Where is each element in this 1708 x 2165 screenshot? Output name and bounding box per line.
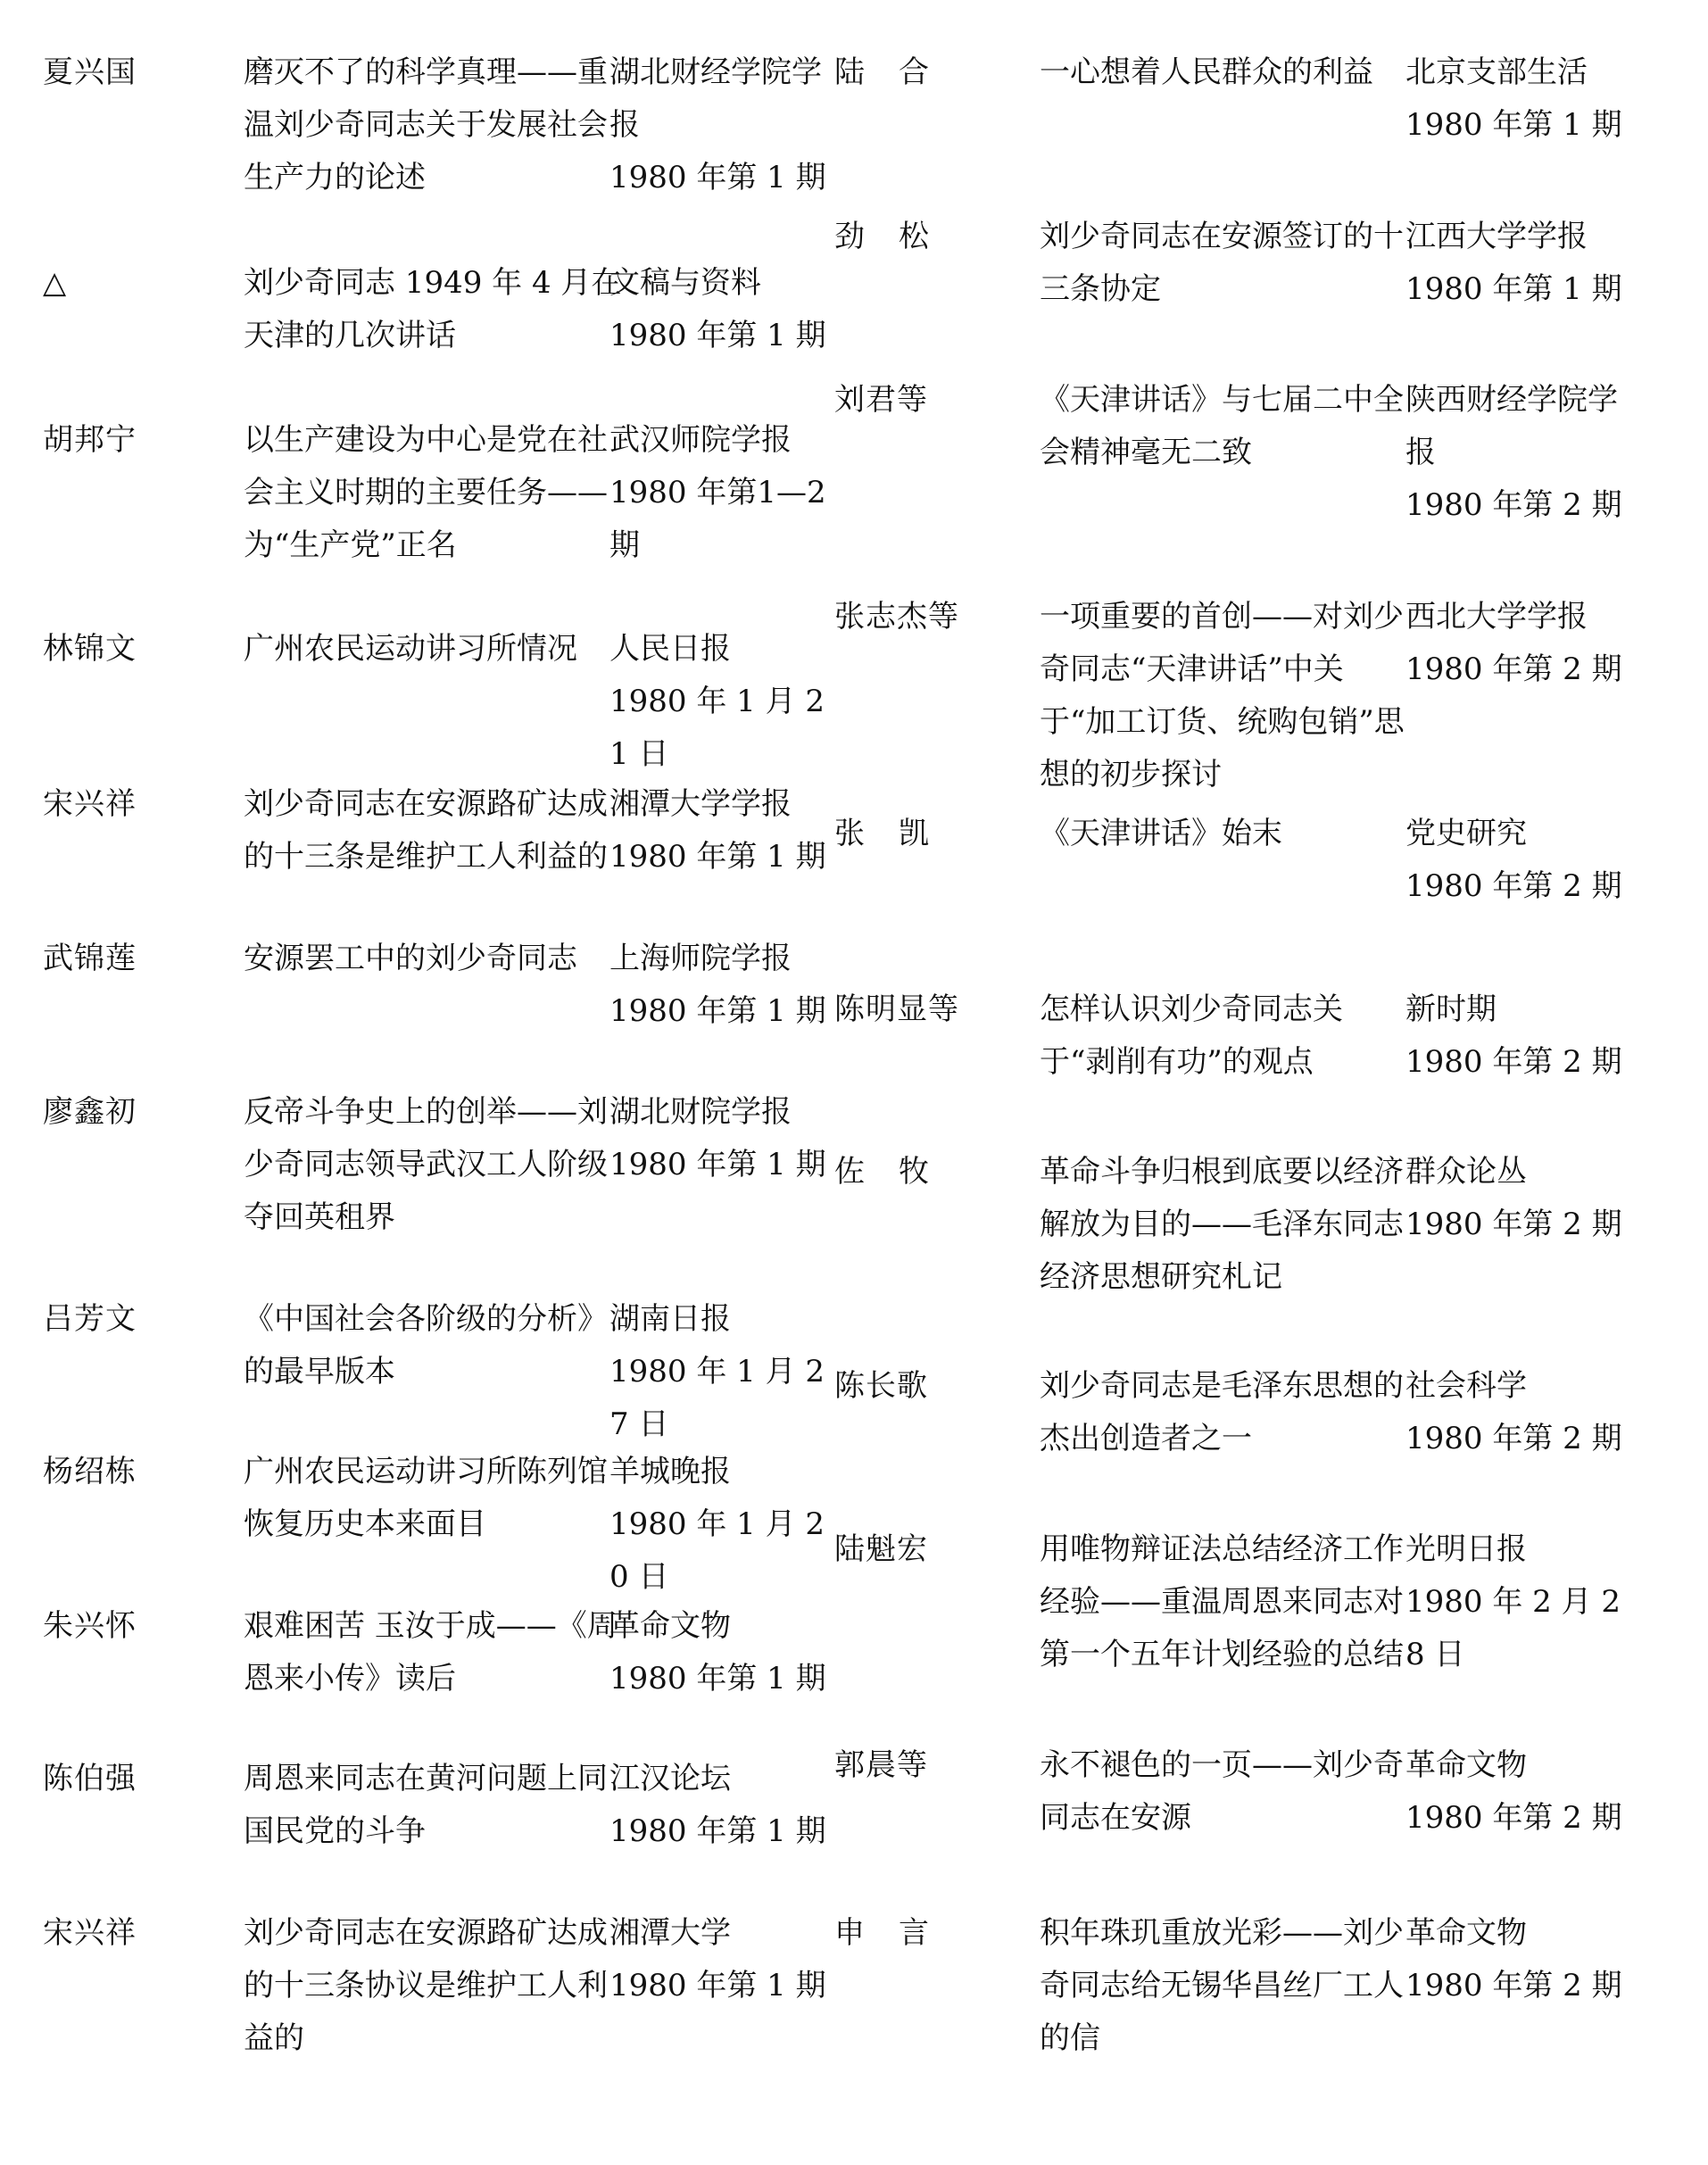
source-journal: 羊城晚报 <box>609 1454 731 1489</box>
source-journal: 湖北财院学报 <box>609 1094 792 1130</box>
entry-title: 《天津讲话》始末 <box>1040 816 1282 851</box>
source-issue: 1980 年 1 月 21 日 <box>609 684 825 772</box>
entry-source <box>1405 1907 1629 2012</box>
entry-title: 用唯物辩证法总结经济工作经验——重温周恩来同志对第一个五年计划经验的总结 <box>1040 1531 1404 1672</box>
source-issue: 1980 年第 1 期 <box>609 318 826 353</box>
entry-source <box>609 46 828 204</box>
source-journal: 湖南日报 <box>609 1301 731 1337</box>
entry-author: 吕芳文 <box>43 1301 137 1337</box>
entry-author: 张凯 <box>834 816 963 851</box>
source-journal: 湖北财经学院学报 <box>609 54 822 143</box>
entry-author: 刘君等 <box>834 382 928 418</box>
entry-title: 刘少奇同志 1949 年 4 月在天津的几次讲话 <box>244 265 622 353</box>
source-journal: 革命文物 <box>609 1608 731 1644</box>
entry-author: 杨绍栋 <box>43 1454 137 1489</box>
source-journal: 江汉论坛 <box>609 1761 731 1796</box>
source-journal: 武汉师院学报 <box>609 422 792 458</box>
source-issue: 1980 年第 1 期 <box>609 1661 826 1696</box>
entry-author: 宋兴祥 <box>43 786 137 822</box>
entry-author: 郭晨等 <box>834 1747 928 1783</box>
entry-title: 安源罢工中的刘少奇同志 <box>244 941 577 976</box>
entry-title: 广州农民运动讲习所陈列馆恢复历史本来面目 <box>244 1454 608 1542</box>
entry-source <box>609 1600 828 1705</box>
entry-author: 陈伯强 <box>43 1761 137 1796</box>
entry-source <box>1405 1146 1629 1251</box>
entry-source <box>609 933 828 1038</box>
entry-source <box>609 1907 828 2012</box>
source-issue: 1980 年第 2 期 <box>1405 651 1622 687</box>
entry-title: 积年珠玑重放光彩——刘少奇同志给无锡华昌丝厂工人的信 <box>1040 1915 1404 2056</box>
entry-title: 艰难困苦 玉汝于成——《周恩来小传》读后 <box>244 1608 618 1696</box>
entry-source <box>1405 983 1629 1089</box>
entry-source <box>1405 1739 1629 1845</box>
source-issue: 1980 年第 2 期 <box>1405 868 1622 904</box>
entry-author: 劲松 <box>834 219 963 254</box>
entry-title: 反帝斗争史上的创举——刘少奇同志领导武汉工人阶级夺回英租界 <box>244 1094 608 1235</box>
source-journal: 社会科学 <box>1405 1368 1527 1404</box>
source-issue: 1980 年第 1 期 <box>1405 271 1622 307</box>
entry-title: 《中国社会各阶级的分析》的最早版本 <box>244 1301 608 1389</box>
entry-author: 张志杰等 <box>834 599 959 635</box>
entry-author: △ <box>43 265 68 301</box>
entry-title: 磨灭不了的科学真理——重温刘少奇同志关于发展社会生产力的论述 <box>244 54 608 195</box>
entry-source <box>609 1753 828 1858</box>
source-journal: 革命文物 <box>1405 1747 1527 1783</box>
entry-author: 林锦文 <box>43 631 137 667</box>
entry-title: 刘少奇同志在安源签订的十三条协定 <box>1040 219 1404 307</box>
source-issue: 1980 年第 2 期 <box>1405 1800 1622 1836</box>
entry-source <box>609 1293 828 1451</box>
source-issue: 1980 年第 1 期 <box>609 160 826 195</box>
entry-source <box>1405 374 1629 532</box>
entry-title: 怎样认识刘少奇同志关于“剥削有功”的观点 <box>1040 991 1343 1080</box>
entry-title: 一心想着人民群众的利益 <box>1040 54 1373 90</box>
entry-title: 革命斗争归根到底要以经济解放为目的——毛泽东同志经济思想研究札记 <box>1040 1154 1404 1295</box>
source-issue: 1980 年第 1 期 <box>609 993 826 1029</box>
source-journal: 北京支部生活 <box>1405 54 1588 90</box>
source-issue: 1980 年第 1 期 <box>609 1813 826 1849</box>
source-journal: 西北大学学报 <box>1405 599 1588 635</box>
source-journal: 党史研究 <box>1405 816 1527 851</box>
entry-source <box>609 414 828 572</box>
entry-source <box>609 257 828 362</box>
source-issue: 1980 年 1 月 20 日 <box>609 1506 825 1595</box>
entry-title: 刘少奇同志是毛泽东思想的杰出创造者之一 <box>1040 1368 1404 1456</box>
entry-source <box>609 778 828 883</box>
entry-title: 《天津讲话》与七届二中全会精神毫无二致 <box>1040 382 1404 470</box>
entry-author: 佐牧 <box>834 1154 963 1190</box>
source-journal: 上海师院学报 <box>609 941 792 976</box>
source-issue: 1980 年第 1 期 <box>609 1968 826 2003</box>
entry-title: 永不褪色的一页——刘少奇同志在安源 <box>1040 1747 1404 1836</box>
source-journal: 新时期 <box>1405 991 1497 1027</box>
entry-author: 朱兴怀 <box>43 1608 137 1644</box>
entry-source <box>609 623 828 781</box>
source-issue: 1980 年第 2 期 <box>1405 1044 1622 1080</box>
entry-author: 宋兴祥 <box>43 1915 137 1951</box>
source-journal: 群众论丛 <box>1405 1154 1527 1190</box>
source-journal: 陕西财经学院学报 <box>1405 382 1618 470</box>
source-issue: 1980 年第 1 期 <box>609 839 826 875</box>
source-journal: 江西大学学报 <box>1405 219 1588 254</box>
entry-title: 刘少奇同志在安源路矿达成的十三条协议是维护工人利益的 <box>244 1915 608 2056</box>
source-journal: 革命文物 <box>1405 1915 1527 1951</box>
entry-source <box>609 1086 828 1191</box>
entry-title: 周恩来同志在黄河问题上同国民党的斗争 <box>244 1761 608 1849</box>
source-issue: 1980 年第 2 期 <box>1405 1968 1622 2003</box>
entry-source <box>1405 46 1629 152</box>
source-journal: 湘潭大学 <box>609 1915 731 1951</box>
source-issue: 1980 年第 2 期 <box>1405 1421 1622 1456</box>
entry-author: 廖鑫初 <box>43 1094 137 1130</box>
entry-title: 一项重要的首创——对刘少奇同志“天津讲话”中关于“加工订货、统购包销”思想的初步探讨 <box>1040 599 1405 792</box>
source-issue: 1980 年第 2 期 <box>1405 487 1622 523</box>
entry-author: 陈明显等 <box>834 991 959 1027</box>
source-issue: 1980 年 2 月 28 日 <box>1405 1584 1621 1672</box>
entry-title: 以生产建设为中心是党在社会主义时期的主要任务——为“生产党”正名 <box>244 422 608 563</box>
entry-source <box>609 1446 828 1604</box>
entry-author: 夏兴国 <box>43 54 137 90</box>
entry-source <box>1405 808 1629 913</box>
source-journal: 文稿与资料 <box>609 265 761 301</box>
entry-author: 陆魁宏 <box>834 1531 928 1567</box>
source-issue: 1980 年 1 月 27 日 <box>609 1354 825 1442</box>
entry-author: 武锦莲 <box>43 941 137 976</box>
source-issue: 1980 年第1—2 期 <box>609 475 826 563</box>
source-journal: 光明日报 <box>1405 1531 1527 1567</box>
source-issue: 1980 年第 1 期 <box>609 1147 826 1182</box>
source-journal: 湘潭大学学报 <box>609 786 792 822</box>
source-issue: 1980 年第 2 期 <box>1405 1207 1622 1242</box>
source-journal: 人民日报 <box>609 631 731 667</box>
entry-title: 刘少奇同志在安源路矿达成的十三条是维护工人利益的 <box>244 786 608 875</box>
entry-title: 广州农民运动讲习所情况 <box>244 631 577 667</box>
source-issue: 1980 年第 1 期 <box>1405 107 1622 143</box>
entry-source <box>1405 591 1629 696</box>
entry-author: 陈长歌 <box>834 1368 928 1404</box>
entry-author: 陆合 <box>834 54 963 90</box>
entry-author: 申言 <box>834 1915 963 1951</box>
entry-source <box>1405 1360 1629 1465</box>
entry-author: 胡邦宁 <box>43 422 137 458</box>
entry-source <box>1405 211 1629 316</box>
entry-source <box>1405 1523 1629 1681</box>
